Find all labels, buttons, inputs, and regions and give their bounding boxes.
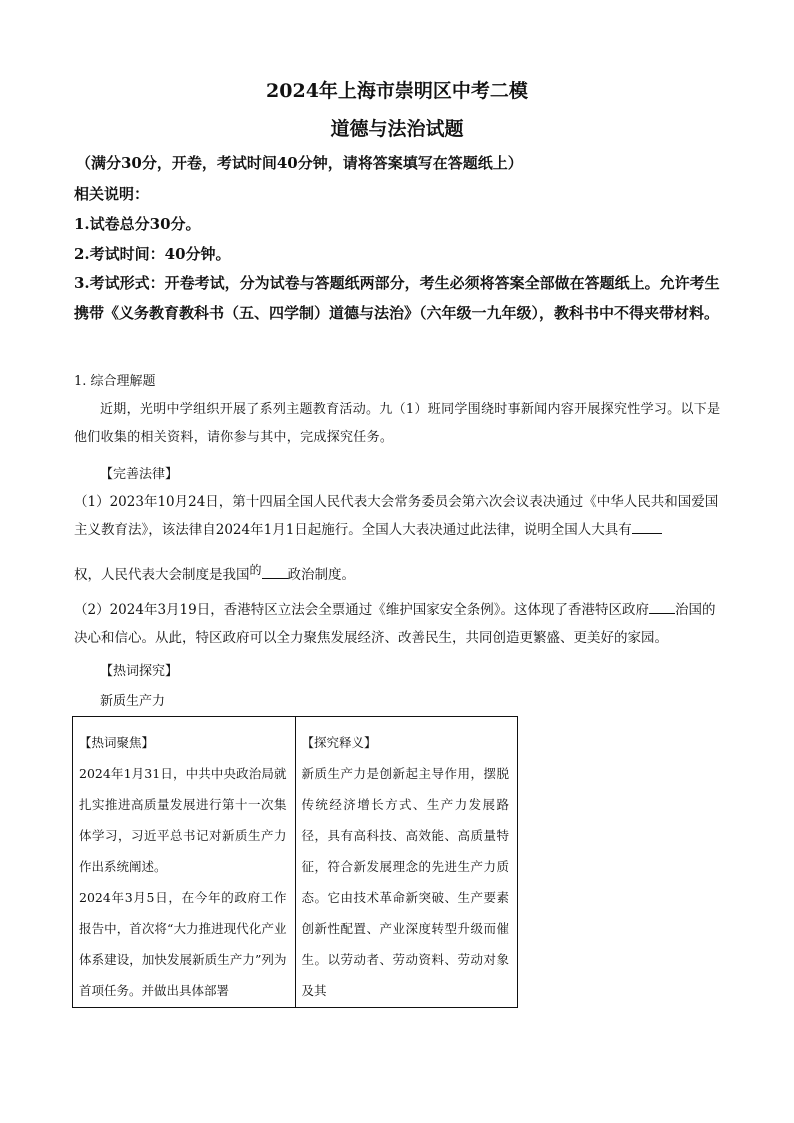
question-1 <box>74 488 722 544</box>
question-1-text-b: 权，人民代表大会制度是我国 <box>74 567 250 583</box>
note-item-3: 3.考试形式：开卷考试，分为试卷与答题纸两部分，考生必须将答案全部做在答题纸上。允许考生携带《义务教育教科书（五、四学制）道德与法治》（六年级一九年级），教科书中不得夹带材料。 <box>74 274 720 322</box>
hotword-explain-heading: 【探究释义】 <box>301 735 377 750</box>
answer-blank-2[interactable] <box>262 564 288 579</box>
question-intro: 近期，光明中学组织开展了系列主题教育活动。九（1）班同学围绕时事新闻内容开展探究性学习。以下是他们收集的相关资料，请你参与其中，完成探究任务。 <box>74 402 721 445</box>
hotword-explain-cell <box>295 717 518 1008</box>
question-1-text-c: 政治制度。 <box>287 567 356 583</box>
hotword-focus-cell <box>73 717 296 1008</box>
hotword-focus-p1: 2024年1月31日，中共中央政治局就扎实推进高质量发展进行第十一次集体学习，习近平总书记对新质生产力作出系统阐述。 <box>79 766 287 874</box>
hotword-focus-heading: 【热词聚焦】 <box>79 735 155 750</box>
question-2-text-a: （2）2024年3月19日，香港特区立法会全票通过《维护国家安全条例》。这体现了香港特区政府 <box>74 602 649 618</box>
exam-subject: 道德与法治试题 <box>330 118 464 140</box>
hotword-name: 新质生产力 <box>100 694 166 709</box>
hotword-explain-p1: 新质生产力是创新起主导作用，摆脱传统经济增长方式、生产力发展路径，具有高科技、高效能、高质量特征，符合新发展理念的先进生产力质态。它由技术革命新突破、生产要素创新性配置、产业深度转型升级而催生。以劳动者、劳动资料、劳动对象及其 <box>301 766 509 998</box>
hotword-focus-p2: 2024年3月5日，在今年的政府工作报告中，首次将“大力推进现代化产业体系建设，加快发展新质生产力”列为首项任务。并做出具体部署 <box>79 890 287 998</box>
answer-blank-3[interactable] <box>649 599 675 614</box>
exam-title: 2024年上海市崇明区中考二模 <box>266 80 528 102</box>
exam-info: （满分30分，开卷，考试时间40分钟，请将答案填写在答题纸上） <box>76 154 523 172</box>
notes-heading: 相关说明： <box>74 185 150 203</box>
section-hotword: 【热词探究】 <box>100 664 179 679</box>
question-1-de: 的 <box>249 563 262 577</box>
question-1-cont <box>74 561 722 589</box>
hotword-table <box>72 716 518 1008</box>
note-item-2: 2.考试时间：40分钟。 <box>74 245 231 263</box>
question-2 <box>74 596 722 652</box>
note-item-1: 1.试卷总分30分。 <box>74 215 201 233</box>
question-1-text-a: （1）2023年10月24日，第十四届全国人民代表大会常务委员会第六次会议表决通过《中华人民共和国爱国主义教育法》，该法律自2024年1月1日起施行。全国人大表决通过此法律，说明全国人大具有 <box>74 494 719 538</box>
question-2-text-b: 治国的决心和信心。从此，特区政府可以全力聚焦发展经济、改善民生，共同创造更繁盛、更美好的家园。 <box>74 602 716 646</box>
answer-blank-1[interactable] <box>632 519 662 534</box>
question-title: 1. 综合理解题 <box>74 374 156 389</box>
section-law: 【完善法律】 <box>100 467 179 482</box>
